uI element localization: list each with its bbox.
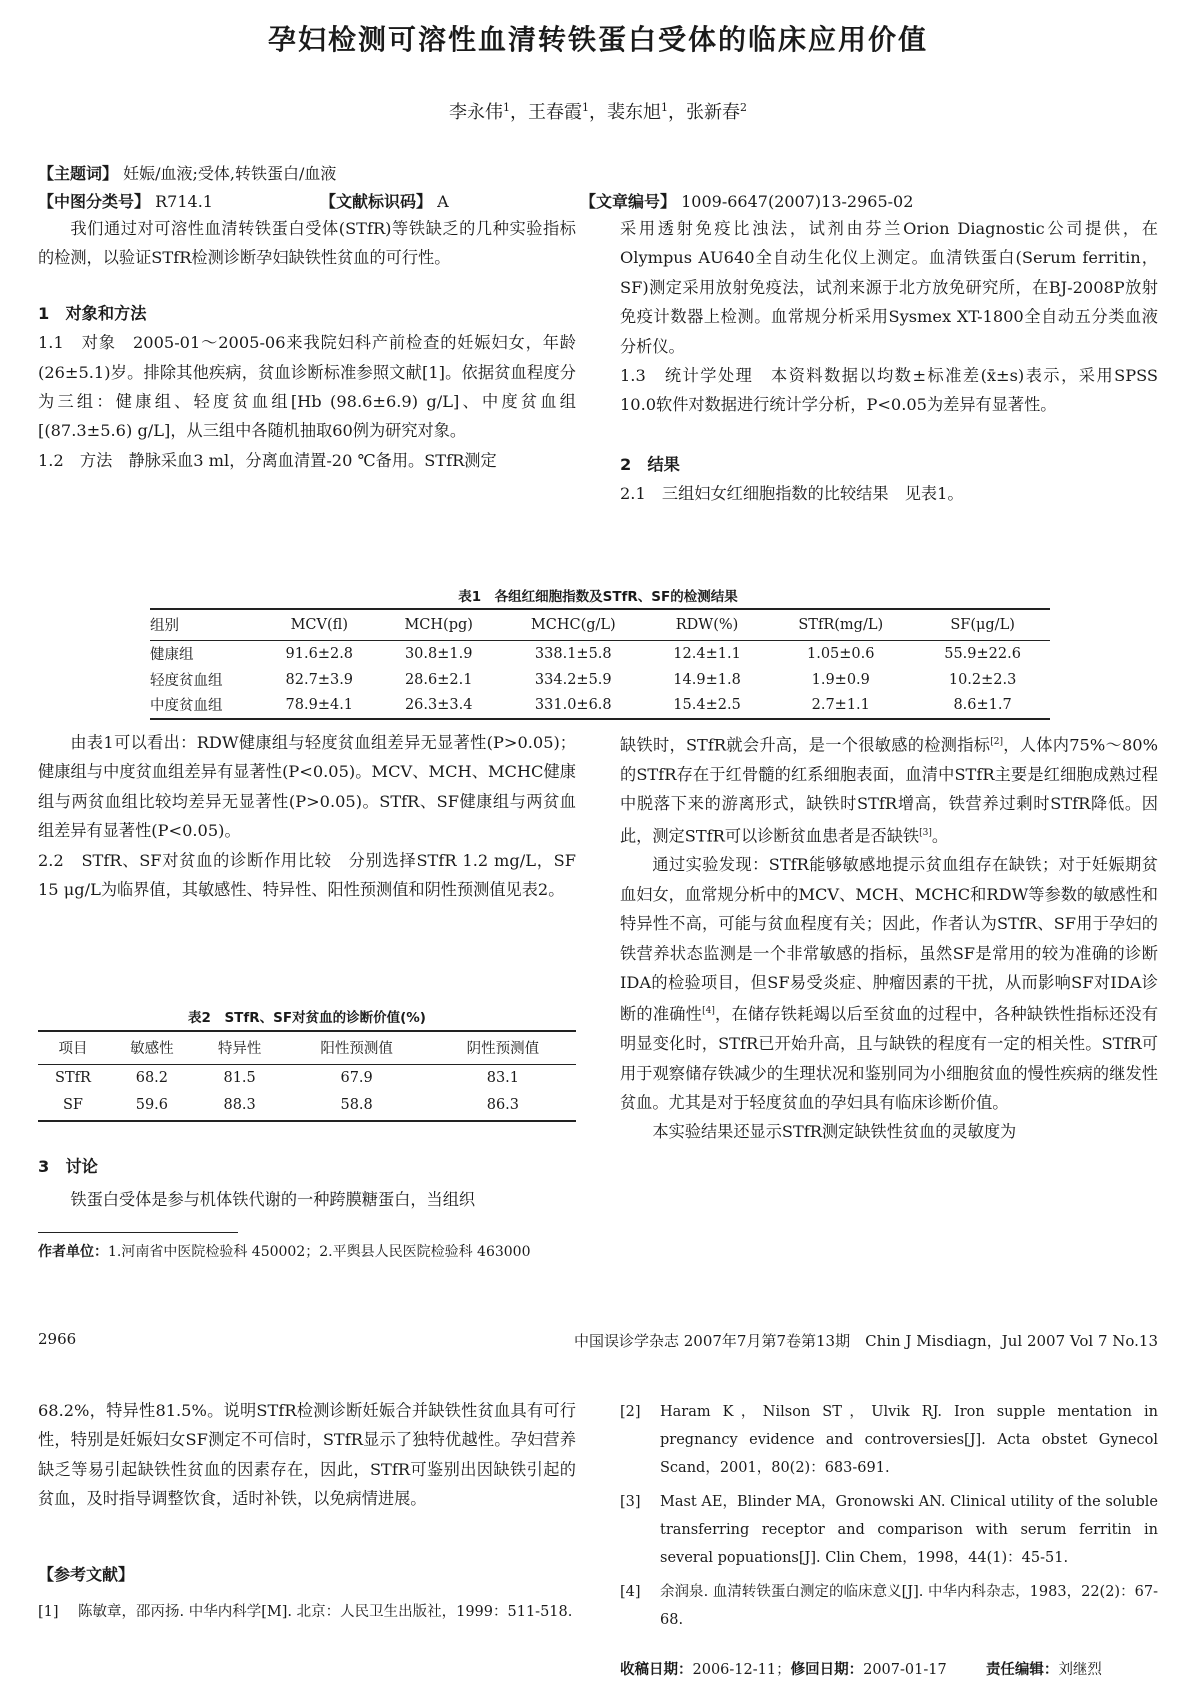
- table-cell: 12.4±1.1: [673, 645, 741, 662]
- section-heading-2: 2 结果: [620, 454, 680, 474]
- table-cell: 15.4±2.5: [673, 696, 741, 713]
- table-row: [150, 692, 1050, 717]
- table1-group-cell: 健康组: [150, 647, 194, 664]
- left-column-middle: [38, 728, 576, 904]
- article-number-value: 1009-6647(2007)13-2965-02: [681, 192, 914, 211]
- subsection-2-2: 2.2 STfR、SF对贫血的诊断作用比较 分别选择STfR 1.2 mg/L，SF 15 μg/L为临界值，其敏感性、特异性、阳性预测值和阴性预测值见表2。: [38, 850, 576, 900]
- paper-title: 孕妇检测可溶性血清转铁蛋白受体的临床应用价值: [267, 23, 928, 56]
- doc-code-label: 【文献标识码】: [320, 192, 433, 211]
- table1-header-cell: MCHC(g/L): [499, 610, 648, 640]
- table-cell: 55.9±22.6: [944, 645, 1021, 662]
- keywords-label: 【主题词】: [38, 164, 119, 183]
- discussion-text: 通过实验发现：STfR能够敏感地提示贫血组存在缺铁；对于妊娠期贫血妇女，血常规分析中的MCV、MCH、MCHC和RDW等参数的敏感性和特异性不高，可能与贫血程度有关；因此，作者认为STfR、SF用于孕妇的铁营养状态监测是一个非常敏感的指标，虽然SF是常用的较为准确的诊断IDA的检验项目，但SF易受炎症、肿瘤因素的干扰，从而影响SF对IDA诊断的准确性: [620, 855, 1158, 1024]
- page2-left-column: [38, 1396, 576, 1514]
- editor-label: 责任编辑：: [985, 1662, 1059, 1678]
- reference-text: Mast AE，Blinder MA，Gronowski AN. Clinical utility of the soluble transferring receptor and comparison with serum ferritin in several popuations[J]. Clin Chem，1998，44(1)：45-51.: [660, 1494, 1158, 1566]
- table1-header-row: [150, 610, 1050, 640]
- author-affiliation-mark: 1: [661, 101, 668, 114]
- author-name: 张新春: [686, 102, 740, 123]
- citation-mark: [3]: [919, 827, 932, 838]
- table-cell: STfR: [55, 1070, 91, 1087]
- table2-header-cell: 敏感性: [108, 1032, 196, 1064]
- discussion-paragraph-2: [620, 850, 1158, 1117]
- discussion-paragraph-1: 铁蛋白受体是参与机体铁代谢的一种跨膜糖蛋白，当组织: [70, 1190, 476, 1210]
- clc-line: [38, 188, 213, 216]
- table1-header-cell: MCH(pg): [379, 610, 499, 640]
- discussion-text: ，在储存铁耗竭以后至贫血的过程中，各种缺铁性指标还没有明显变化时，STfR已开始升高，且与缺铁的程度有一定的相关性。STfR可用于观察储存铁减少的生理状况和鉴别同为小细胞贫血的慢性疾病的继发性贫血。尤其是对于轻度贫血的孕妇具有临床诊断价值。: [620, 1004, 1159, 1113]
- revised-date: 2007-01-17: [863, 1662, 947, 1678]
- discussion-text: 。: [931, 826, 949, 845]
- table2-bottom-rule: [38, 1120, 576, 1122]
- table2-header-cell: 阳性预测值: [284, 1032, 430, 1064]
- received-date: 2006-12-11: [692, 1662, 777, 1678]
- left-column-top: [38, 214, 576, 475]
- table-cell: 67.9: [340, 1070, 373, 1087]
- table-cell: 334.2±5.9: [534, 671, 612, 688]
- dates-line: 收稿日期：2006-12-11；修回日期：2007-01-17 责任编辑：刘继烈: [620, 1662, 1102, 1678]
- reference-item: [620, 1578, 1158, 1634]
- doc-code-value: A: [437, 192, 449, 211]
- keywords-line: [38, 160, 1158, 188]
- table1-group-cell: 轻度贫血组: [150, 673, 223, 689]
- reference-item: [38, 1598, 576, 1626]
- table-cell: 10.2±2.3: [948, 671, 1017, 688]
- reference-text: 陈敏章，邵丙扬. 中华内科学[M]. 北京：人民卫生出版社，1999：511-518.: [78, 1604, 573, 1620]
- keywords-value: 妊娠/血液;受体,转铁蛋白/血液: [123, 164, 337, 183]
- table2-header-cell: 项目: [38, 1032, 108, 1064]
- table-cell: 58.8: [340, 1097, 373, 1113]
- table-row: [150, 640, 1050, 667]
- table-row: [150, 667, 1050, 692]
- page-number: 2966: [38, 1330, 77, 1348]
- author-list: 李永伟$^1$，王春霞$^1$，裴东旭$^1$，张新春$^2$: [449, 101, 747, 123]
- author-name: 王春霞: [528, 102, 582, 123]
- article-number-line: [580, 188, 913, 216]
- table-cell: 82.7±3.9: [285, 671, 354, 688]
- reference-list-left: [38, 1598, 576, 1626]
- affiliation-footnote: [38, 1240, 576, 1264]
- table1-header-cell: 组别: [150, 610, 260, 640]
- discussion-paragraph-3: 本实验结果还显示STfR测定缺铁性贫血的灵敏度为: [652, 1122, 1017, 1142]
- reference-number: [2]: [620, 1404, 641, 1420]
- affiliation-text: 1.河南省中医院检验科 450002；2.平舆县人民医院检验科 463000: [108, 1244, 531, 1260]
- reference-number: [4]: [620, 1584, 641, 1600]
- table1: [150, 610, 1050, 717]
- citation-mark: [2]: [990, 737, 1003, 747]
- author-affiliation-mark: 1: [503, 101, 510, 114]
- table-cell: 331.0±6.8: [534, 696, 612, 713]
- table2: [38, 1032, 576, 1118]
- table-cell: 81.5: [223, 1070, 256, 1087]
- table1-caption: 表1 各组红细胞指数及STfR、SF的检测结果: [458, 589, 738, 605]
- subsection-1-3: 1.3 统计学处理 本资料数据以均数±标准差(x̄±s)表示，采用SPSS 10.0软件对数据进行统计学分析，P<0.05为差异有显著性。: [620, 366, 1158, 415]
- reference-number: [1]: [38, 1604, 59, 1620]
- table1-header-cell: SF(μg/L): [915, 610, 1050, 640]
- table-cell: 83.1: [486, 1070, 520, 1087]
- references-heading: 【参考文献】: [38, 1565, 135, 1584]
- table-cell: 8.6±1.7: [953, 696, 1012, 713]
- right-column-middle: [620, 728, 1158, 1147]
- article-number-label: 【文章编号】: [580, 192, 677, 211]
- reference-item: [620, 1398, 1158, 1482]
- table1-header-cell: MCV(fl): [260, 610, 379, 640]
- affiliation-label: 作者单位：: [38, 1244, 108, 1260]
- discussion-text: 缺铁时，STfR就会升高，是一个很敏感的检测指标: [620, 735, 991, 755]
- author-name: 李永伟: [449, 102, 503, 123]
- citation-mark: [4]: [702, 1006, 715, 1017]
- received-label: 收稿日期：: [620, 1662, 693, 1678]
- subsection-2-1: 2.1 三组妇女红细胞指数的比较结果 见表1。: [620, 484, 964, 504]
- section-heading-3: 3 讨论: [38, 1157, 98, 1176]
- table2-header-cell: 特异性: [196, 1032, 284, 1064]
- table2-caption: 表2 STfR、SF对贫血的诊断价值(%): [188, 1010, 426, 1026]
- reference-text: 余润泉. 血清转铁蛋白测定的临床意义[J]. 中华内科杂志，1983，22(2)：67-68.: [660, 1584, 1158, 1628]
- table-cell: 68.2: [135, 1070, 169, 1087]
- discussion-text: ，人体内75%～80%的STfR存在于红骨髓的红系细胞表面，血清中STfR主要是红细胞成熟过程中脱落下来的游离形式，缺铁时STfR增高，铁营养过剩时STfR降低。因此，测定STfR可以诊断贫血患者是否缺铁: [620, 735, 1158, 845]
- right-column-top: [620, 214, 1158, 509]
- table-cell: 1.9±0.9: [811, 671, 870, 688]
- intro-paragraph: 我们通过对可溶性血清转铁蛋白受体(STfR)等铁缺乏的几种实验指标的检测，以验证STfR检测诊断孕妇缺铁性贫血的可行性。: [38, 219, 576, 268]
- table-cell: 59.6: [135, 1097, 169, 1113]
- table1-header-cell: STfR(mg/L): [766, 610, 915, 640]
- table-cell: 338.1±5.8: [534, 645, 612, 662]
- table-cell: 88.3: [223, 1097, 256, 1113]
- table-cell: 28.6±2.1: [404, 671, 473, 688]
- reference-text: Haram K，Nilson ST，Ulvik RJ. Iron supple mentation in pregnancy evidence and controversies[J]. Acta obstet Gynecol Scand，2001，80(2)：683-691.: [660, 1404, 1158, 1476]
- table-row: [38, 1064, 576, 1092]
- discussion-conclusion: 68.2%，特异性81.5%。说明STfR检测诊断妊娠合并缺铁性贫血具有可行性，特别是妊娠妇女SF测定不可信时，STfR显示了独特优越性。孕妇营养缺乏等易引起缺铁性贫血的因素存在，因此，STfR可鉴别出因缺铁引起的贫血，及时指导调整饮食，适时补铁，以免病情进展。: [38, 1401, 576, 1509]
- results-paragraph: 由表1可以看出：RDW健康组与轻度贫血组差异无显著性(P>0.05)；健康组与中度贫血组差异有显著性(P<0.05)。MCV、MCH、MCHC健康组与两贫血组比较均差异无显著性(P>0.05)。STfR、SF健康组与两贫血组差异有显著性(P<0.05)。: [38, 733, 576, 841]
- table-cell: 30.8±1.9: [404, 645, 473, 662]
- editor-name: 刘继烈: [1058, 1662, 1102, 1678]
- clc-value: R714.1: [155, 192, 213, 211]
- doc-code-line: [320, 188, 449, 216]
- subsection-1-2: 1.2 方法 静脉采血3 ml，分离血清置-20 ℃备用。STfR测定: [38, 450, 497, 470]
- table-cell: 26.3±3.4: [404, 696, 473, 713]
- table-row: [38, 1092, 576, 1118]
- author-affiliation-mark: 2: [740, 101, 747, 114]
- table-cell: 86.3: [486, 1097, 520, 1113]
- reference-item: [620, 1488, 1158, 1572]
- discussion-start: [38, 1152, 576, 1215]
- reference-number: [3]: [620, 1494, 641, 1510]
- author-affiliation-mark: 1: [582, 101, 589, 114]
- author-name: 裴东旭: [607, 102, 661, 123]
- table1-header-cell: RDW(%): [648, 610, 767, 640]
- table1-bottom-rule: [150, 718, 1050, 720]
- journal-footer: 中国误诊学杂志 2007年7月第7卷第13期 Chin J Misdiagn，Jul 2007 Vol 7 No.13: [573, 1332, 1158, 1350]
- section-heading-1: 1 对象和方法: [38, 303, 147, 323]
- table-cell: 2.7±1.1: [811, 696, 870, 713]
- table1-group-cell: 中度贫血组: [150, 698, 223, 714]
- table-cell: 91.6±2.8: [285, 645, 354, 662]
- table-cell: 1.05±0.6: [807, 645, 875, 662]
- table2-header-cell: 阴性预测值: [430, 1032, 576, 1064]
- table-cell: 78.9±4.1: [285, 696, 354, 713]
- method-continued-paragraph: 采用透射免疫比浊法，试剂由芬兰Orion Diagnostic公司提供，在Olympus AU640全自动生化仪上测定。血清铁蛋白(Serum ferritin，SF)测定采用放射免疫法，试剂来源于北方放免研究所，在BJ-2008P放射免疫计数器上检测。血常规分析采用Sysmex XT-1800全自动五分类血液分析仪。: [620, 219, 1158, 356]
- table2-header-row: [38, 1032, 576, 1064]
- discussion-paragraph-1-continued: [620, 728, 1158, 850]
- reference-list-right: [620, 1398, 1158, 1634]
- clc-label: 【中图分类号】: [38, 192, 151, 211]
- footnote-rule: [38, 1232, 238, 1233]
- revised-label: 修回日期：: [790, 1662, 864, 1678]
- table-cell: SF: [63, 1097, 83, 1113]
- table-cell: 14.9±1.8: [673, 671, 741, 688]
- subsection-1-1: 1.1 对象 2005-01～2005-06来我院妇科产前检查的妊娠妇女，年龄(26±5.1)岁。排除其他疾病，贫血诊断标准参照文献[1]。依据贫血程度分为三组：健康组、轻度贫血组[Hb (98.6±6.9) g/L]、中度贫血组[(87.3±5.6) g/L]，从三组中各随机抽取60例为研究对象。: [38, 333, 576, 441]
